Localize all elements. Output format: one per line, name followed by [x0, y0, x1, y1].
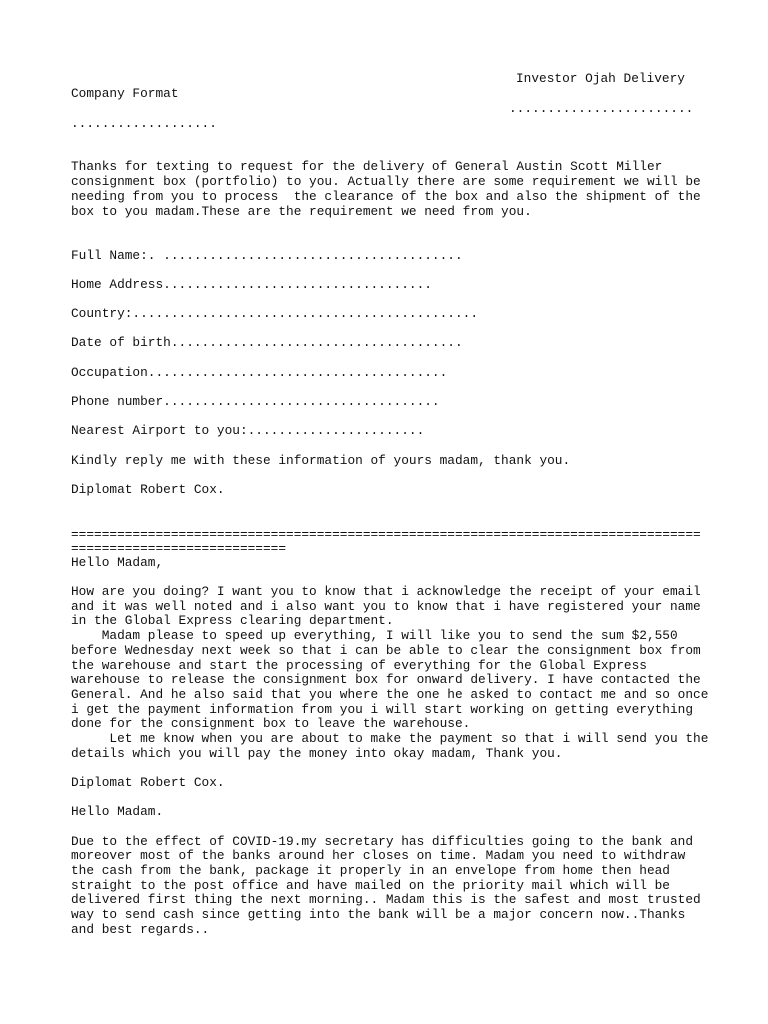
- letter1-body-line: box to you madam.These are the requirement we need from you.: [71, 204, 532, 219]
- letter2-greeting: Hello Madam,: [71, 555, 164, 570]
- letter3-body-line: and best regards..: [71, 922, 210, 937]
- field-phone-number: Phone number....................................: [71, 394, 440, 409]
- letter1-body-line: Thanks for texting to request for the delivery of General Austin Scott Miller: [71, 159, 663, 174]
- field-home-address: Home Address...................................: [71, 277, 432, 292]
- letter2-body-line: How are you doing? I want you to know that i acknowledge the receipt of your email: [71, 584, 701, 599]
- letter3-body-line: Due to the effect of COVID-19.my secretary has difficulties going to the bank and: [71, 834, 694, 849]
- field-nearest-airport: Nearest Airport to you:.......................: [71, 423, 425, 438]
- letter3-body-line: delivered first thing the next morning.. Madam this is the safest and most trusted: [71, 892, 701, 907]
- letter2-body-line: warehouse to release the consignment box for onward delivery. I have contacted the: [71, 672, 701, 687]
- header-dots-left: ...................: [71, 116, 217, 131]
- letter3-body-line: straight to the post office and have mailed on the priority mail which will be: [71, 878, 670, 893]
- letter2-body-line: details which you will pay the money into okay madam, Thank you.: [71, 746, 563, 761]
- field-full-name: Full Name:. .......................................: [71, 248, 463, 263]
- letter2-body-line: in the Global Express clearing department.: [71, 613, 394, 628]
- letter2-body-line: done for the consignment box to leave the warehouse.: [71, 716, 471, 731]
- separator-line: ==================================================================================: [71, 527, 701, 542]
- separator-line: ============================: [71, 541, 287, 556]
- field-occupation: Occupation.......................................: [71, 365, 448, 380]
- letter2-body-line: before Wednesday next week so that i can be able to clear the consignment box from: [71, 643, 701, 658]
- letter2-body-line: the warehouse and start the processing of everything for the Global Express: [71, 658, 647, 673]
- company-name: Investor Ojah Delivery: [516, 71, 685, 86]
- letter1-body-line: needing from you to process the clearance of the box and also the shipment of the: [71, 189, 701, 204]
- letter2-body-line: Madam please to speed up everything, I will like you to send the sum $2,550: [71, 628, 678, 643]
- letter1-signature: Diplomat Robert Cox.: [71, 482, 225, 497]
- letter3-greeting: Hello Madam.: [71, 804, 164, 819]
- field-date-of-birth: Date of birth......................................: [71, 335, 463, 350]
- letter1-closing: Kindly reply me with these information of yours madam, thank you.: [71, 453, 571, 468]
- letter2-body-line: i get the payment information from you i will start working on getting everything: [71, 702, 694, 717]
- letter3-body-line: moreover most of the banks around her closes on time. Madam you need to withdraw: [71, 848, 686, 863]
- letter2-body-line: General. And he also said that you where the one he asked to contact me and so once: [71, 687, 709, 702]
- letter2-signature: Diplomat Robert Cox.: [71, 775, 225, 790]
- letter2-body-line: and it was well noted and i also want you to know that i have registered your name: [71, 599, 701, 614]
- letter2-body-line: Let me know when you are about to make the payment so that i will send you the: [71, 731, 709, 746]
- letter3-body-line: way to send cash since getting into the bank will be a major concern now..Thanks: [71, 907, 686, 922]
- field-country: Country:.............................................: [71, 306, 479, 321]
- format-label: Company Format: [71, 86, 179, 101]
- letter3-body-line: the cash from the bank, package it properly in an envelope from home then head: [71, 863, 670, 878]
- letter1-body-line: consignment box (portfolio) to you. Actually there are some requirement we will be: [71, 174, 701, 189]
- header-dots-right: ........................: [509, 101, 694, 116]
